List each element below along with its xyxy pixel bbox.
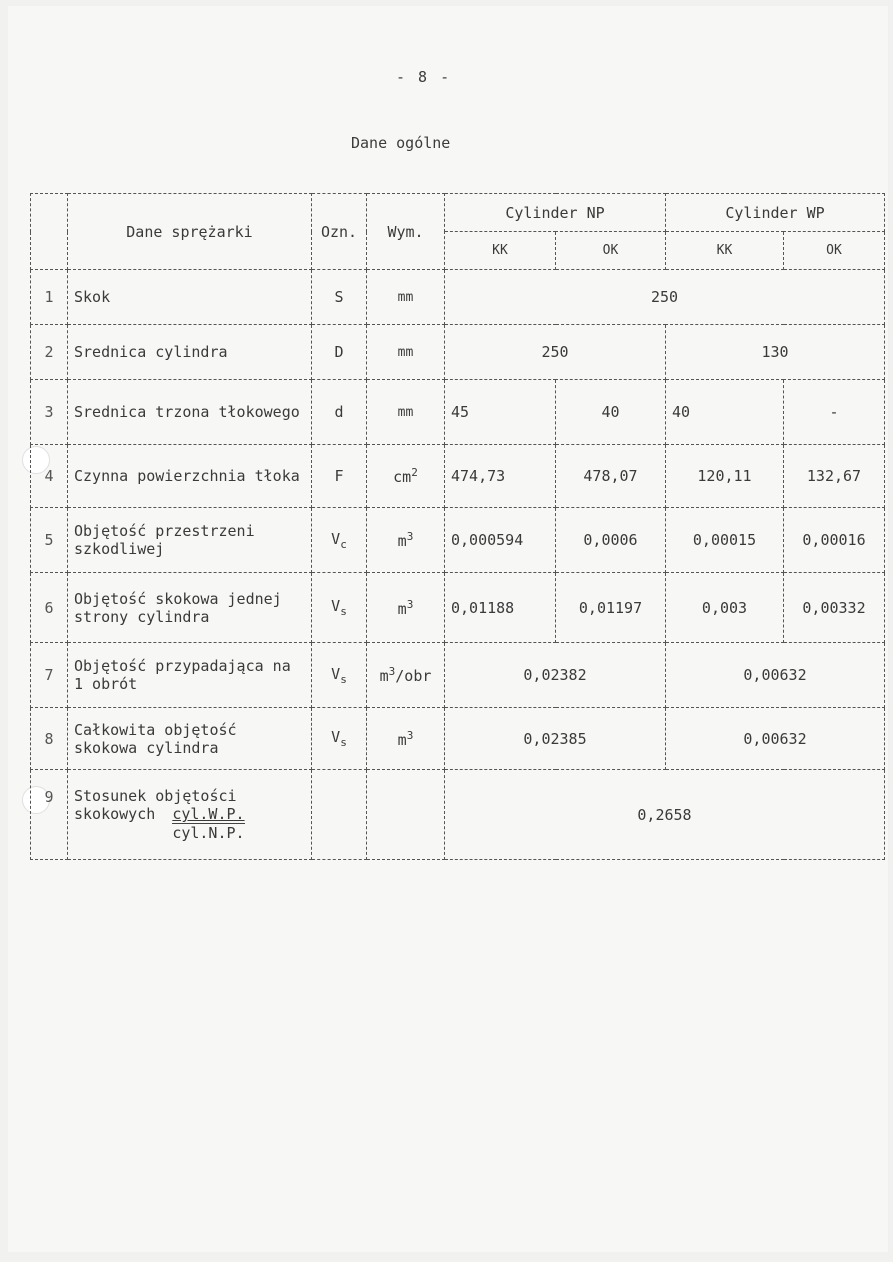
row-value-wp-ok: 0,00016 [784, 508, 885, 573]
symbol-base: V [331, 529, 341, 548]
header-wp-kk: KK [666, 232, 784, 270]
fraction-denominator: cyl.N.P. [172, 824, 245, 842]
table-row [31, 708, 885, 770]
symbol-subscript: s [340, 605, 347, 618]
unit-exponent: 3 [406, 597, 414, 611]
row-description [68, 770, 312, 860]
header-unit: Wym. [367, 194, 445, 270]
unit-exponent: 3 [406, 728, 414, 742]
row-value-np-ok: 40 [556, 380, 666, 445]
table-header-row [31, 194, 885, 232]
row-symbol [312, 708, 367, 770]
row-unit: mm [367, 270, 445, 325]
row-symbol [312, 770, 367, 860]
ratio-fraction [172, 805, 244, 842]
table-row [31, 325, 885, 380]
symbol-base: V [331, 728, 341, 746]
header-np-ok: OK [556, 232, 666, 270]
row-symbol: S [312, 270, 367, 325]
row-value-np-kk: 0,01188 [445, 573, 556, 643]
row-value-np-ok: 0,01197 [556, 573, 666, 643]
row-number: 1 [31, 270, 68, 325]
row-value-wp: 0,00632 [666, 643, 885, 708]
row-symbol: d [312, 380, 367, 445]
row-value-wp: 130 [666, 325, 885, 380]
row-unit: mm [367, 380, 445, 445]
row-unit [367, 643, 445, 708]
header-number [31, 194, 68, 270]
row-value-wp-kk: 40 [666, 380, 784, 445]
row-unit [367, 770, 445, 860]
unit-exponent: 3 [388, 665, 396, 678]
table-row [31, 445, 885, 508]
table-row [31, 380, 885, 445]
row-unit [367, 508, 445, 573]
row-description: Objętość przypadająca na 1 obrót [68, 643, 312, 708]
row-value-np-ok: 0,0006 [556, 508, 666, 573]
unit-exponent: 2 [411, 466, 418, 479]
row-description: Czynna powierzchnia tłoka [68, 445, 312, 508]
row-description: Objętość skokowa jednej strony cylindra [68, 573, 312, 643]
table-row [31, 573, 885, 643]
row-symbol [312, 643, 367, 708]
header-wp-ok: OK [784, 232, 885, 270]
unit-base: m [397, 730, 407, 749]
page-number: - 8 - [396, 68, 452, 86]
table-row [31, 643, 885, 708]
header-description: Dane sprężarki [68, 194, 312, 270]
table-row [31, 270, 885, 325]
table-row [31, 770, 885, 860]
fraction-numerator: cyl.W.P. [172, 805, 245, 823]
symbol-base: V [331, 664, 341, 683]
unit-base: m [397, 532, 407, 550]
row-value-wp: 0,00632 [666, 708, 885, 770]
row-value-np: 0,02382 [445, 643, 666, 708]
row-value-wp-ok: - [784, 380, 885, 445]
row-value-np-kk: 0,000594 [445, 508, 556, 573]
symbol-base: V [331, 597, 341, 615]
row-value-np-kk: 45 [445, 380, 556, 445]
unit-base: m [379, 667, 389, 685]
row-symbol [312, 508, 367, 573]
symbol-subscript: s [340, 736, 347, 749]
row-symbol [312, 573, 367, 643]
row-number: 3 [31, 380, 68, 445]
unit-suffix: /obr [395, 667, 432, 685]
row-description: Srednica trzona tłokowego [68, 380, 312, 445]
row-number: 4 [31, 445, 68, 508]
unit-base: cm [393, 468, 412, 486]
row-description: Skok [68, 270, 312, 325]
symbol-subscript: s [340, 672, 347, 686]
row-unit [367, 573, 445, 643]
row-value-wp-ok: 0,00332 [784, 573, 885, 643]
row-value-np: 250 [445, 325, 666, 380]
unit-base: m [397, 599, 407, 618]
header-symbol: Ozn. [312, 194, 367, 270]
ratio-label: Stosunek objętości skokowych [74, 787, 237, 823]
header-cylinder-np: Cylinder NP [445, 194, 666, 232]
row-number: 5 [31, 508, 68, 573]
row-unit: mm [367, 325, 445, 380]
compressor-data-table [30, 193, 885, 860]
row-symbol: F [312, 445, 367, 508]
row-value-all: 0,2658 [445, 770, 885, 860]
symbol-subscript: c [340, 537, 347, 551]
row-description: Całkowita objętość skokowa cylindra [68, 708, 312, 770]
row-value-wp-kk: 0,003 [666, 573, 784, 643]
row-description: Srednica cylindra [68, 325, 312, 380]
header-np-kk: KK [445, 232, 556, 270]
row-value-np-ok: 478,07 [556, 445, 666, 508]
row-unit [367, 445, 445, 508]
table-row [31, 508, 885, 573]
row-number: 6 [31, 573, 68, 643]
row-value-np-kk: 474,73 [445, 445, 556, 508]
row-symbol: D [312, 325, 367, 380]
page-title: Dane ogólne [351, 134, 451, 152]
row-number: 2 [31, 325, 68, 380]
row-value-wp-kk: 120,11 [666, 445, 784, 508]
row-number: 7 [31, 643, 68, 708]
row-number: 8 [31, 708, 68, 770]
row-value-np: 0,02385 [445, 708, 666, 770]
row-number: 9 [31, 770, 68, 860]
row-unit [367, 708, 445, 770]
row-description: Objętość przestrzeni szkodliwej [68, 508, 312, 573]
header-cylinder-wp: Cylinder WP [666, 194, 885, 232]
unit-exponent: 3 [406, 530, 414, 543]
row-value-wp-ok: 132,67 [784, 445, 885, 508]
row-value-all: 250 [445, 270, 885, 325]
row-value-wp-kk: 0,00015 [666, 508, 784, 573]
